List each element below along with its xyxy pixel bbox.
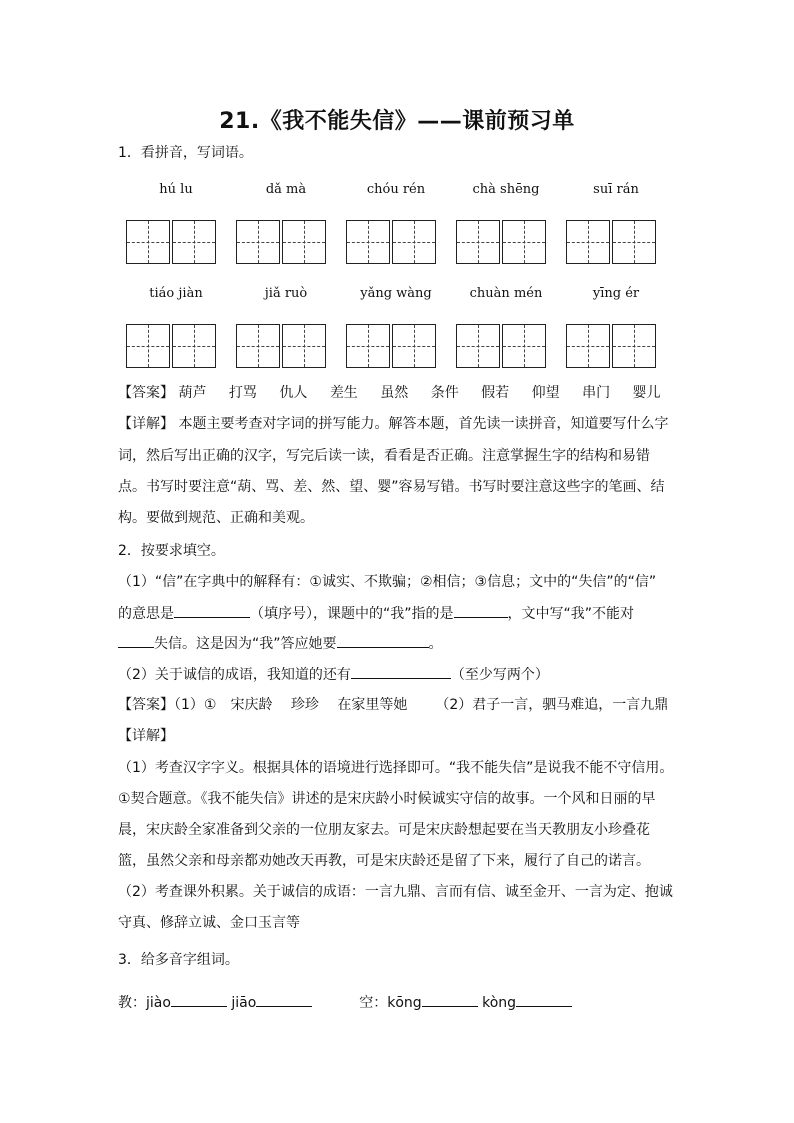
blank-field[interactable] (337, 633, 429, 648)
answer-word: 虽然 (380, 385, 409, 401)
writing-box[interactable] (346, 324, 440, 368)
answer-word: 条件 (430, 385, 459, 401)
answer-text: （1）① 宋庆龄 珍珍 在家里等她 (174, 697, 408, 713)
pinyin-row-1 (0, 182, 794, 202)
pinyin: suī rán (593, 182, 639, 197)
q1-detail-line: 点。书写时要注意“葫、骂、差、然、望、婴”容易写错。书写时要注意这些字的笔画、结 (118, 479, 665, 495)
answer-word: 差生 (329, 385, 358, 401)
writing-box[interactable] (456, 220, 550, 264)
question-text: 。 (428, 636, 443, 652)
pinyin: chà shēng (472, 182, 540, 197)
answer-word: 仰望 (531, 385, 560, 401)
pinyin-row-2 (0, 286, 794, 306)
q2-answer (118, 695, 668, 715)
pinyin: hú lu (159, 182, 193, 197)
pinyin: yīng ér (592, 286, 640, 301)
pinyin: yǎng wàng (360, 286, 432, 301)
polyphone-label: kòng (482, 995, 517, 1011)
blank-field[interactable] (422, 992, 478, 1007)
question-text: （至少写两个） (450, 667, 549, 683)
blank-field[interactable] (171, 992, 227, 1007)
detail-label: 【详解】 (118, 728, 174, 744)
q1-detail-line: 构。要做到规范、正确和美观。 (118, 510, 314, 526)
detail-label: 【详解】 (118, 416, 174, 432)
writing-box[interactable] (456, 324, 550, 368)
pinyin: chóu rén (366, 182, 426, 197)
q3-polyphone-line (118, 992, 572, 1013)
q1-heading: 1．看拼音，写词语。 (118, 145, 253, 161)
blank-field[interactable] (174, 603, 250, 618)
answer-label: 【答案】 (118, 697, 174, 713)
blank-field[interactable] (118, 633, 154, 648)
answer-word: 串门 (582, 385, 611, 401)
q2-detail-line: ①契合题意。《我不能失信》讲述的是宋庆龄小时候诚实守信的故事。一个风和日丽的早 (118, 791, 656, 807)
pinyin: chuàn mén (469, 286, 543, 301)
answer-word: 假若 (481, 385, 510, 401)
writing-box[interactable] (566, 324, 660, 368)
answer-word: 葫芦 (178, 385, 207, 401)
q2-part1-line (118, 603, 634, 624)
question-text: ，文中写“我”不能对 (507, 606, 635, 622)
pinyin: dǎ mà (265, 182, 307, 197)
answer-word: 仇人 (279, 385, 308, 401)
question-text: （填序号），课题中的“我”指的是 (250, 606, 454, 622)
writing-box[interactable] (236, 220, 330, 264)
q1-detail-line (118, 414, 668, 434)
q2-part1-line: （1）“信”在字典中的解释有：①诚实、不欺骗；②相信；③信息；文中的“失信”的“信” (118, 574, 657, 590)
q1-detail-line: 词，然后写出正确的汉字，写完后读一读，看看是否正确。注意掌握生字的结构和易错 (118, 448, 650, 464)
answer-text: （2）君子一言，驷马难追，一言九鼎 (435, 697, 669, 713)
writing-box[interactable] (566, 220, 660, 264)
detail-text: 本题主要考查对字词的拼写能力。解答本题，首先读一读拼音，知道要写什么字 (178, 416, 669, 432)
question-text: 失信。这是因为“我”答应她要 (154, 636, 337, 652)
q2-part2-line (118, 664, 549, 685)
blank-field[interactable] (256, 992, 312, 1007)
answer-label: 【答案】 (118, 385, 174, 401)
q1-answer (118, 383, 661, 403)
q2-detail-line: 守真、修辞立诚、金口玉言等 (118, 915, 300, 931)
writing-grid-row-2 (0, 324, 794, 370)
q2-detail-line: 晨，宋庆龄全家准备到父亲的一位朋友家去。可是宋庆龄想起要在当天教朋友小珍叠花 (118, 822, 650, 838)
q2-heading: 2．按要求填空。 (118, 543, 225, 559)
pinyin: tiáo jiàn (149, 286, 203, 301)
page-title: 21.《我不能失信》——课前预习单 (219, 109, 575, 134)
blank-field[interactable] (351, 664, 451, 679)
pinyin: jiǎ ruò (264, 286, 308, 301)
answer-word: 婴儿 (632, 385, 661, 401)
polyphone-label: 教：jiào (118, 995, 171, 1011)
writing-box[interactable] (126, 220, 220, 264)
question-text: （2）关于诚信的成语，我知道的还有 (118, 667, 351, 683)
writing-box[interactable] (346, 220, 440, 264)
writing-box[interactable] (236, 324, 330, 368)
q3-heading: 3．给多音字组词。 (118, 952, 239, 968)
blank-field[interactable] (454, 603, 508, 618)
q2-detail-line: （1）考查汉字字义。根据具体的语境进行选择即可。“我不能失信”是说我不能不守信用。 (118, 760, 674, 776)
answer-word: 打骂 (228, 385, 257, 401)
writing-grid-row-1 (0, 220, 794, 266)
writing-box[interactable] (126, 324, 220, 368)
q2-detail-line: （2）考查课外积累。关于诚信的成语：一言九鼎、言而有信、诚至金开、一言为定、抱诚 (118, 884, 673, 900)
blank-field[interactable] (516, 992, 572, 1007)
question-text: 的意思是 (118, 606, 174, 622)
polyphone-label: 空：kōng (359, 995, 422, 1011)
q2-detail-line: 篮，虽然父亲和母亲都劝她改天再教，可是宋庆龄还是留了下来，履行了自己的诺言。 (118, 853, 650, 869)
q2-part1-line (118, 633, 443, 654)
polyphone-label: jiāo (231, 995, 257, 1011)
